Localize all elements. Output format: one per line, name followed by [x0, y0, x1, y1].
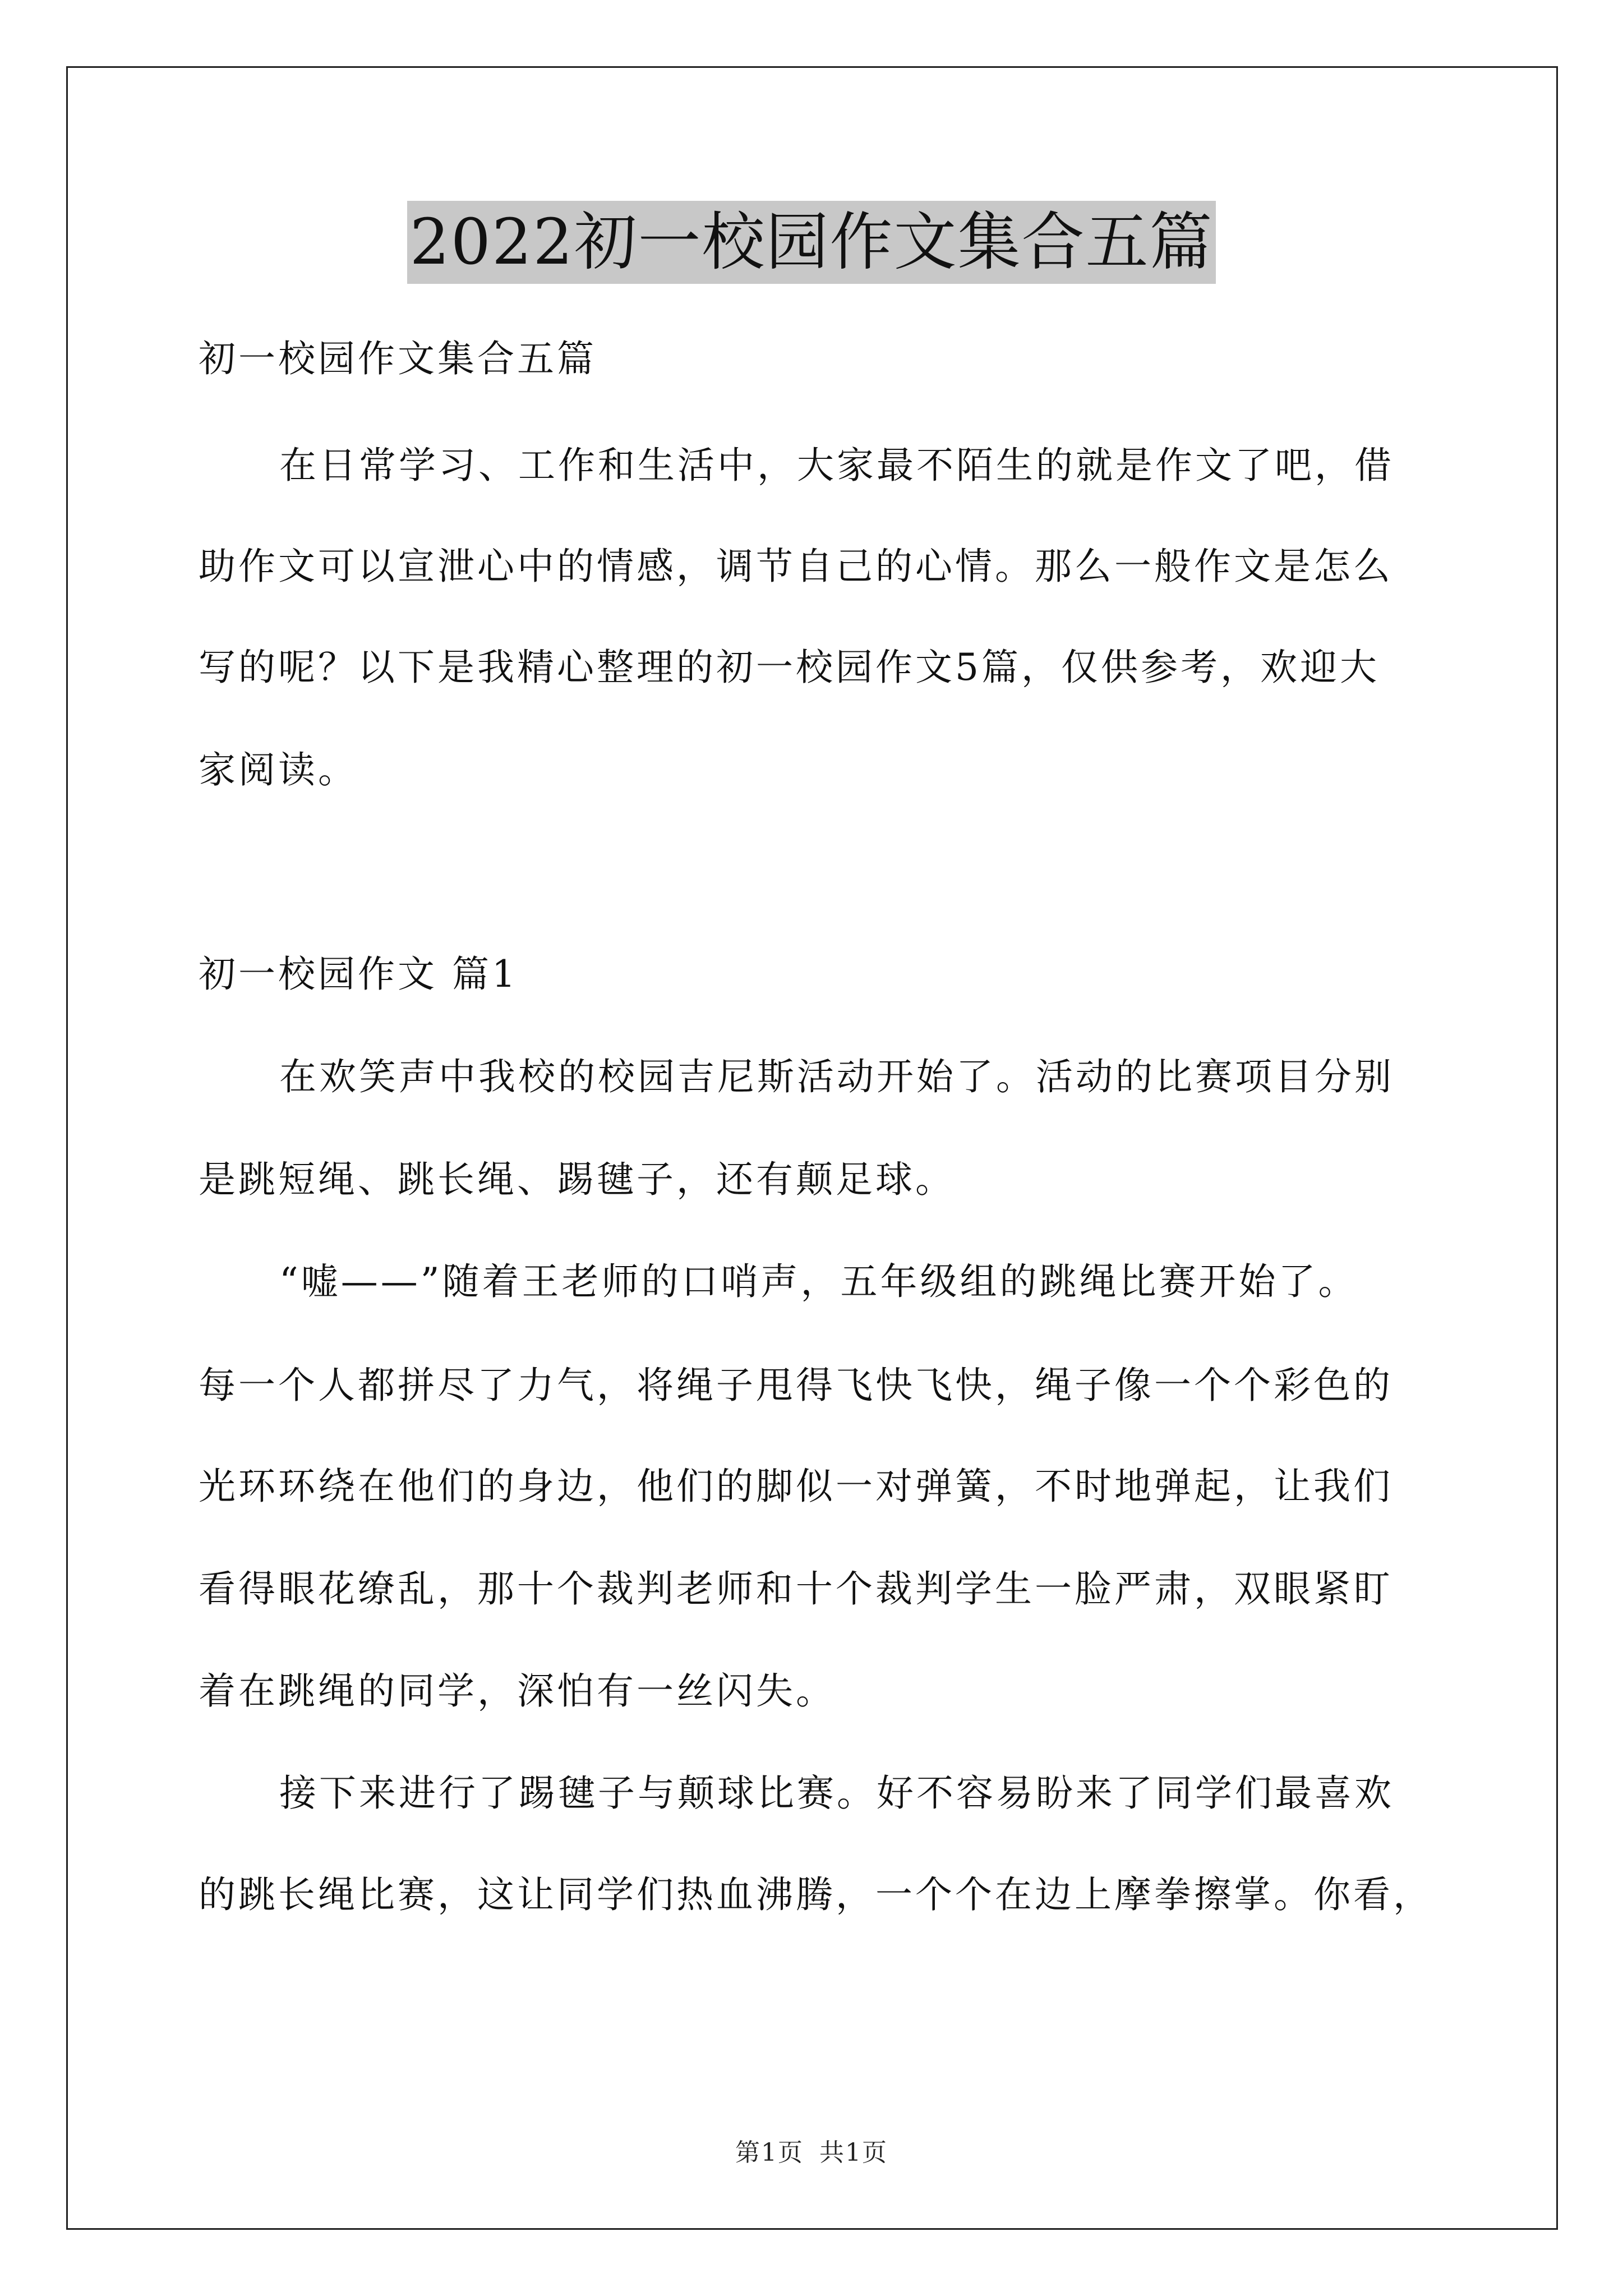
text-line: 助作文可以宣泄心中的情感，调节自己的心情。那么一般作文是怎么	[199, 545, 1393, 588]
text-line: 的跳长绳比赛，这让同学们热血沸腾，一个个在边上摩拳擦掌。你看，	[199, 1873, 1433, 1916]
text-line: 看得眼花缭乱，那十个裁判老师和十个裁判学生一脸严肃，双眼紧盯	[199, 1567, 1393, 1611]
text-line: 着在跳绳的同学，深怕有一丝闪失。	[199, 1669, 836, 1713]
current-page-label: 第1页	[735, 2138, 804, 2167]
text-line: 家阅读。	[199, 748, 358, 792]
text-line: 每一个人都拼尽了力气，将绳子甩得飞快飞快，绳子像一个个彩色的	[199, 1364, 1393, 1407]
text-line: 光环环绕在他们的身边，他们的脚似一对弹簧，不时地弹起，让我们	[199, 1465, 1393, 1508]
text-line: “嘘——”随着王老师的口哨声，五年级组的跳绳比赛开始了。	[279, 1260, 1358, 1303]
section-heading: 初一校园作文 篇1	[199, 953, 518, 996]
text-line: 在日常学习、工作和生活中，大家最不陌生的就是作文了吧，借	[279, 444, 1394, 487]
text-line: 是跳短绳、跳长绳、踢毽子，还有颠足球。	[199, 1158, 955, 1201]
subtitle-line: 初一校园作文集合五篇	[199, 337, 597, 380]
page-footer	[0, 2137, 1623, 2169]
text-line: 在欢笑声中我校的校园吉尼斯活动开始了。活动的比赛项目分别	[279, 1055, 1394, 1098]
total-pages-label: 共1页	[819, 2138, 888, 2167]
title-container	[0, 201, 1623, 284]
document-title: 2022初一校园作文集合五篇	[407, 201, 1215, 284]
text-line: 写的呢？以下是我精心整理的初一校园作文5篇，仅供参考，欢迎大	[199, 646, 1380, 689]
text-line: 接下来进行了踢毽子与颠球比赛。好不容易盼来了同学们最喜欢	[279, 1772, 1394, 1815]
